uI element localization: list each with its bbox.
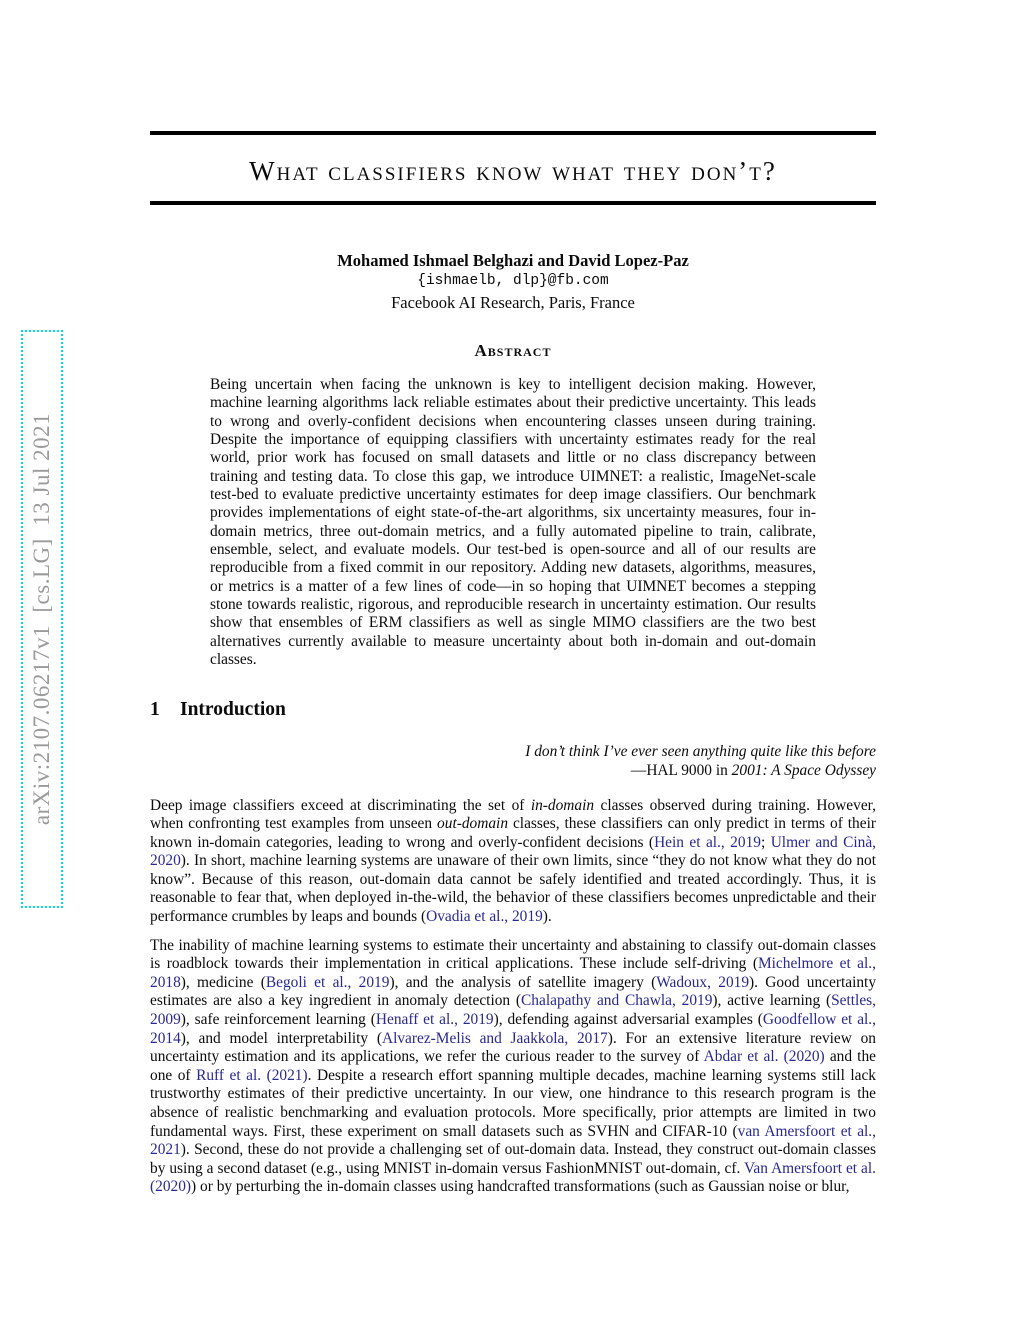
text-segment: ). Second, these do not provide a challenging set of out-domain data. Instead, they construct out-domain classes by using a second dataset (e.g., using MNIST in-domain versus FashionMNIST out-domain, cf.: [150, 1141, 876, 1177]
citation-link[interactable]: Wadoux, 2019: [656, 973, 750, 991]
author-names: Mohamed Ishmael Belghazi and David Lopez-Paz: [337, 251, 689, 270]
intro-paragraph-2: [150, 937, 876, 1197]
text-segment: classes, these classifiers can only predict in terms of their known in-domain categories, leading to wrong and overly-confident decisions (: [150, 815, 876, 851]
author-affiliation: Facebook AI Research, Paris, France: [391, 293, 635, 312]
title-rule-bottom: [150, 201, 876, 205]
citation-link[interactable]: Goodfellow et al., 2014: [150, 1011, 876, 1047]
epigraph: [150, 742, 876, 781]
text-segment: ), and model interpretability (: [180, 1029, 382, 1047]
epigraph-attribution: [150, 761, 876, 781]
section-number: 1: [150, 698, 160, 720]
citation-link[interactable]: Van Amersfoort et al. (2020): [150, 1159, 877, 1196]
author-block: [150, 250, 876, 313]
epigraph-attribution-work: 2001: A Space Odyssey: [731, 762, 876, 779]
citation-link[interactable]: Ulmer and Cinà, 2020: [150, 833, 877, 870]
text-segment: ), defending against adversarial examples (: [493, 1011, 763, 1029]
text-segment: ). Good uncertainty estimates are also a key ingredient in anomaly detection (: [150, 973, 877, 1010]
text-segment: ). In short, machine learning systems are unaware of their own limits, since “they do not know what they do not know”. Because of this reason, out-domain data cannot be safely identified and treated accordingly. Thus, it is reasonable to fear that, when deployed in-the-wild, the behavior of these classifiers becomes unpredictable and their performance crumbles by leaps and bounds (: [150, 852, 876, 926]
text-segment: ). For an extensive literature review on uncertainty estimation and its applications, we refer the curious reader to the survey of: [150, 1029, 876, 1066]
citation-link[interactable]: Henaff et al., 2019: [375, 1011, 494, 1029]
citation-link[interactable]: Begoli et al., 2019: [265, 973, 390, 991]
citation-link[interactable]: Ovadia et al., 2019: [426, 908, 543, 926]
citation-link[interactable]: Ruff et al. (2021): [196, 1066, 308, 1084]
intro-paragraph-1: [150, 797, 876, 927]
section-title: Introduction: [180, 698, 286, 720]
text-segment: ).: [542, 908, 552, 926]
paper-content: [150, 131, 876, 1197]
text-segment: ;: [760, 833, 771, 851]
section-heading-introduction: [150, 699, 876, 721]
arxiv-watermark-text: arXiv:2107.06217v1 [cs.LG] 13 Jul 2021: [29, 412, 54, 826]
citation-link[interactable]: Chalapathy and Chawla, 2019: [521, 992, 713, 1010]
text-segment: classes observed during training. However, when confronting test examples from unseen: [150, 796, 877, 833]
text-segment: out-domain: [437, 815, 509, 833]
text-segment: ), active learning (: [712, 992, 832, 1010]
citation-link[interactable]: Michelmore et al., 2018: [150, 955, 876, 991]
arxiv-watermark: [21, 330, 63, 908]
epigraph-attribution-plain: —HAL 9000 in: [630, 762, 732, 779]
citation-link[interactable]: Settles, 2009: [150, 992, 876, 1029]
text-segment: ) or by perturbing the in-domain classes using handcrafted transformations (such as Gaussian noise or blur,: [191, 1178, 850, 1196]
epigraph-quote: I don’t think I’ve ever seen anything quite like this before: [525, 742, 876, 760]
abstract-heading: Abstract: [474, 341, 552, 360]
citation-link[interactable]: Abdar et al. (2020): [703, 1048, 825, 1066]
author-emails: {ishmaelb, dlp}@fb.com: [417, 273, 609, 289]
text-segment: and the one of: [150, 1048, 876, 1084]
text-segment: in-domain: [530, 796, 595, 814]
text-segment: Deep image classifiers exceed at discriminating the set of: [150, 796, 531, 814]
text-segment: . Despite a research effort spanning multiple decades, machine learning systems still lack trustworthy estimates of their predictive uncertainty. In our view, one hindrance to this research program is the absence of realistic benchmarking and evaluation protocols. More specifically, prior attempts are limited in two fundamental ways. First, these experiment on small datasets such as SVHN and CIFAR-10 (: [150, 1066, 876, 1140]
paper-title: What classifiers know what they don’t?: [249, 156, 777, 186]
text-segment: ), medicine (: [180, 973, 266, 991]
text-segment: The inability of machine learning systems to estimate their uncertainty and abstaining to classify out-domain classes is roadblock towards their implementation in critical applications. These include self-driving (: [150, 936, 876, 973]
text-segment: ), and the analysis of satellite imagery (: [389, 973, 657, 991]
abstract-body: Being uncertain when facing the unknown is key to intelligent decision making. However, machine learning algorithms lack reliable estimates about their predictive uncertainty. This leads to wrong and overly-confident decisions when encountering classes unseen during training. Despite the importance of equipping classifiers with uncertainty estimates ready for the real world, prior work has focused on small datasets and little or no class discrepancy between training and testing data. To close this gap, we introduce UIMNET: a realistic, ImageNet-scale test-bed to evaluate predictive uncertainty estimates for deep image classifiers. Our benchmark provides implementations of eight state-of-the-art algorithms, six uncertainty measures, four in-domain metrics, three out-domain metrics, and a fully automated pipeline to train, calibrate, ensemble, select, and evaluate models. Our test-bed is open-source and all of our results are reproducible from a fixed commit in our repository. Adding new datasets, algorithms, measures, or metrics is a matter of a few lines of code—in so hoping that UIMNET becomes a stepping stone towards realistic, rigorous, and reproducible research in uncertainty estimation. Our results show that ensembles of ERM classifiers as well as single MIMO classifiers are the two best alternatives currently available to measure uncertainty about both in-domain and out-domain classes.: [210, 376, 816, 669]
citation-link[interactable]: Hein et al., 2019: [654, 833, 761, 851]
citation-link[interactable]: Alvarez-Melis and Jaakkola, 2017: [381, 1029, 608, 1047]
citation-link[interactable]: van Amersfoort et al., 2021: [150, 1122, 876, 1159]
text-segment: ), safe reinforcement learning (: [180, 1011, 376, 1029]
